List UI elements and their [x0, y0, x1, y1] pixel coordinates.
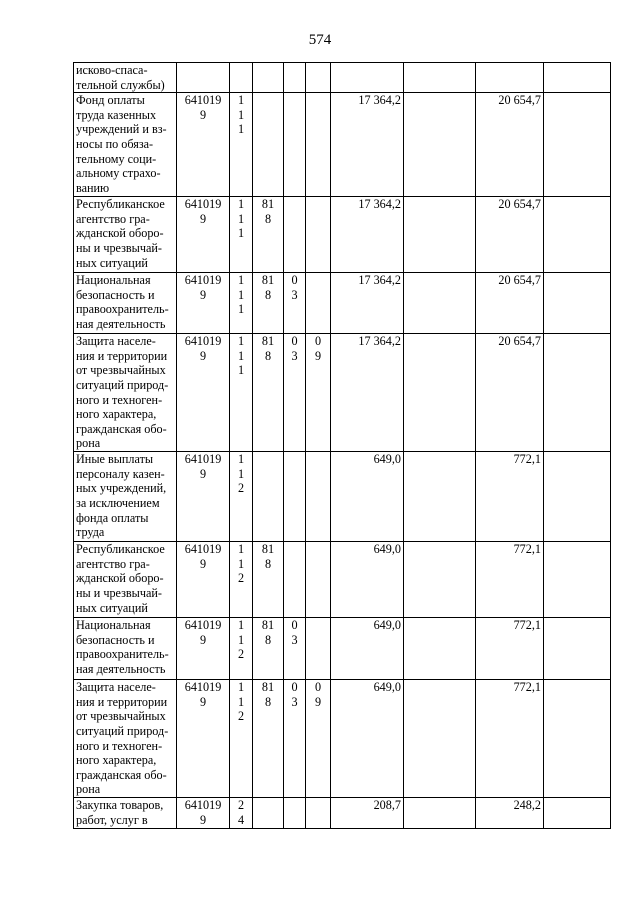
target-code: 641019 9: [177, 618, 230, 680]
expense-type-code: 1 1 2: [230, 618, 253, 680]
subsection-code: 0 9: [306, 334, 331, 452]
row-name: Защита населе- ния и территории от чрезвычайных ситуаций природ- ного и техноген- ного характера, гражданская обо- рона: [74, 680, 177, 798]
section-code: 0 3: [284, 334, 306, 452]
amount-2: 772,1: [476, 680, 544, 798]
section-code: [284, 63, 306, 93]
extra-cell: [404, 63, 476, 93]
expense-type-code: 1 1 1: [230, 197, 253, 273]
page-number: 574: [308, 32, 332, 48]
department-code: [253, 798, 284, 829]
expense-type-code: [230, 63, 253, 93]
department-code: 81 8: [253, 334, 284, 452]
section-code: 0 3: [284, 680, 306, 798]
subsection-code: [306, 197, 331, 273]
subsection-code: [306, 63, 331, 93]
row-name: Фонд оплаты труда казенных учреждений и вз- носы по обяза- тельному соци- альному страхо- ванию: [74, 93, 177, 197]
subsection-code: [306, 798, 331, 829]
subsection-code: [306, 273, 331, 334]
subsection-code: [306, 542, 331, 618]
section-code: [284, 798, 306, 829]
section-code: [284, 542, 306, 618]
table-row: [74, 93, 611, 197]
row-name: Закупка товаров, работ, услуг в: [74, 798, 177, 829]
subsection-code: 0 9: [306, 680, 331, 798]
empty-cell: [544, 798, 611, 829]
department-code: 81 8: [253, 273, 284, 334]
target-code: 641019 9: [177, 542, 230, 618]
amount-2: 20 654,7: [476, 273, 544, 334]
amount-1: [331, 63, 404, 93]
row-name: Республиканское агентство гра- жданской оборо- ны и чрезвычай- ных ситуаций: [74, 542, 177, 618]
amount-1: 17 364,2: [331, 334, 404, 452]
amount-2: 772,1: [476, 542, 544, 618]
expense-type-code: 2 4: [230, 798, 253, 829]
section-code: 0 3: [284, 273, 306, 334]
extra-cell: [404, 273, 476, 334]
extra-cell: [404, 798, 476, 829]
department-code: 81 8: [253, 197, 284, 273]
amount-2: 20 654,7: [476, 93, 544, 197]
table-row: [74, 452, 611, 542]
target-code: 641019 9: [177, 452, 230, 542]
table-row: [74, 334, 611, 452]
amount-1: 17 364,2: [331, 197, 404, 273]
row-name: Национальная безопасность и правоохранитель- ная деятельность: [74, 618, 177, 680]
empty-cell: [544, 63, 611, 93]
row-name: Иные выплаты персоналу казен- ных учреждений, за исключением фонда оплаты труда: [74, 452, 177, 542]
expense-type-code: 1 1 2: [230, 452, 253, 542]
target-code: 641019 9: [177, 93, 230, 197]
table-row: [74, 273, 611, 334]
table-row: [74, 63, 611, 93]
section-code: [284, 93, 306, 197]
amount-1: 208,7: [331, 798, 404, 829]
amount-2: 772,1: [476, 452, 544, 542]
amount-1: 649,0: [331, 680, 404, 798]
empty-cell: [544, 542, 611, 618]
subsection-code: [306, 93, 331, 197]
target-code: 641019 9: [177, 798, 230, 829]
amount-1: 17 364,2: [331, 273, 404, 334]
department-code: 81 8: [253, 680, 284, 798]
extra-cell: [404, 618, 476, 680]
table-row: [74, 618, 611, 680]
empty-cell: [544, 680, 611, 798]
expense-type-code: 1 1 1: [230, 273, 253, 334]
extra-cell: [404, 680, 476, 798]
row-name: Республиканское агентство гра- жданской оборо- ны и чрезвычай- ных ситуаций: [74, 197, 177, 273]
target-code: [177, 63, 230, 93]
amount-1: 17 364,2: [331, 93, 404, 197]
table-row: [74, 197, 611, 273]
department-code: 81 8: [253, 618, 284, 680]
table-row: [74, 680, 611, 798]
amount-1: 649,0: [331, 542, 404, 618]
section-code: [284, 452, 306, 542]
target-code: 641019 9: [177, 273, 230, 334]
department-code: [253, 63, 284, 93]
empty-cell: [544, 273, 611, 334]
empty-cell: [544, 197, 611, 273]
empty-cell: [544, 618, 611, 680]
amount-2: 20 654,7: [476, 334, 544, 452]
extra-cell: [404, 452, 476, 542]
extra-cell: [404, 542, 476, 618]
expense-type-code: 1 1 1: [230, 334, 253, 452]
target-code: 641019 9: [177, 334, 230, 452]
expense-type-code: 1 1 2: [230, 680, 253, 798]
amount-2: 20 654,7: [476, 197, 544, 273]
department-code: [253, 93, 284, 197]
department-code: [253, 452, 284, 542]
expense-type-code: 1 1 2: [230, 542, 253, 618]
amount-1: 649,0: [331, 618, 404, 680]
row-name: Национальная безопасность и правоохранитель- ная деятельность: [74, 273, 177, 334]
amount-2: 772,1: [476, 618, 544, 680]
expense-type-code: 1 1 1: [230, 93, 253, 197]
table-row: [74, 542, 611, 618]
target-code: 641019 9: [177, 680, 230, 798]
empty-cell: [544, 93, 611, 197]
row-name: Защита населе- ния и территории от чрезвычайных ситуаций природ- ного и техноген- ного характера, гражданская обо- рона: [74, 334, 177, 452]
department-code: 81 8: [253, 542, 284, 618]
extra-cell: [404, 93, 476, 197]
section-code: 0 3: [284, 618, 306, 680]
extra-cell: [404, 197, 476, 273]
budget-table: [73, 62, 611, 829]
target-code: 641019 9: [177, 197, 230, 273]
table-row: [74, 798, 611, 829]
subsection-code: [306, 452, 331, 542]
empty-cell: [544, 334, 611, 452]
row-name: исково-спаса- тельной службы): [74, 63, 177, 93]
extra-cell: [404, 334, 476, 452]
amount-2: [476, 63, 544, 93]
amount-1: 649,0: [331, 452, 404, 542]
subsection-code: [306, 618, 331, 680]
empty-cell: [544, 452, 611, 542]
amount-2: 248,2: [476, 798, 544, 829]
section-code: [284, 197, 306, 273]
